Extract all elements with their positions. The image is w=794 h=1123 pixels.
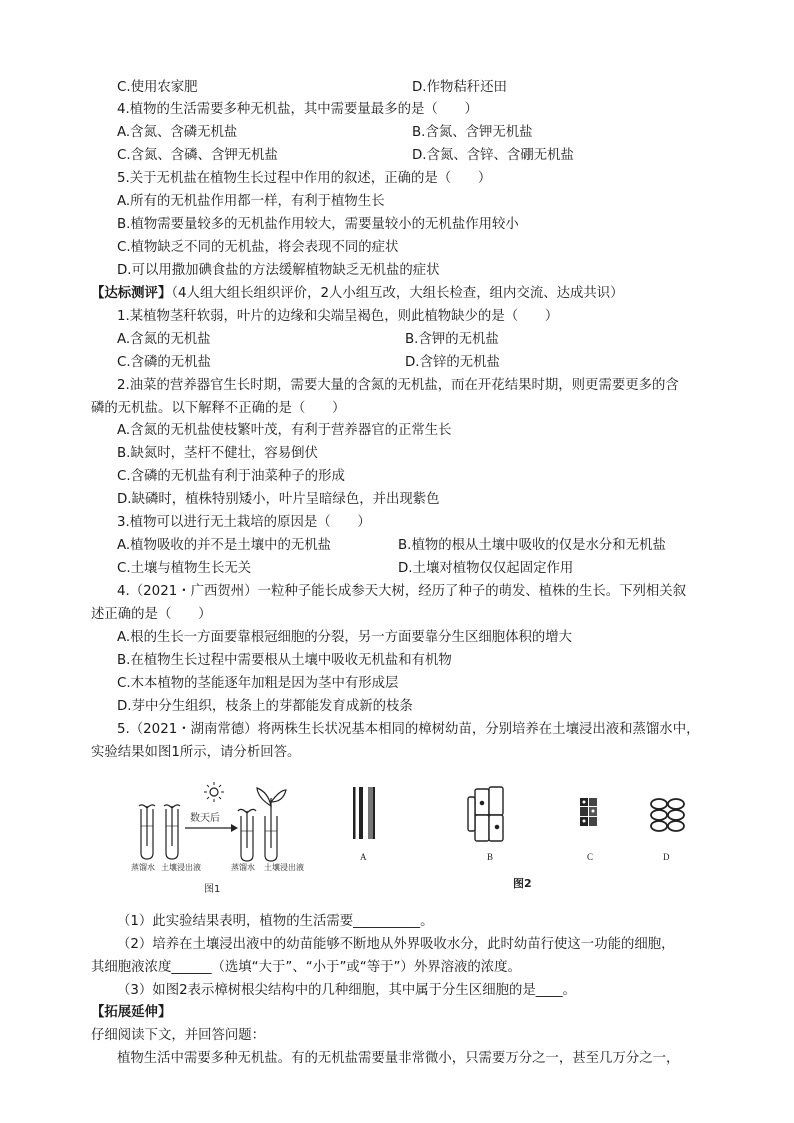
test-q3-option-c: C.土壤与植物生长无关 [117,561,252,576]
test-question-5-line1: 5.（2021・湖南常德）将两株生长状况基本相同的樟树幼苗，分别培养在土壤浸出液和蒸馏水中， [117,722,700,737]
figure1-label-soil-1: 土壤浸出液 [161,863,201,872]
arrow-label: 数天后 [190,813,220,824]
q4-option-d: D.含氮、含锌、含硼无机盐 [412,148,574,163]
test-question-4-line1: 4.（2021・广西贺州）一粒种子能长成参天大树，经历了种子的萌发、植株的生长。下列相关叙 [117,584,687,599]
figure2-label-a: A [360,852,367,862]
test-q1-option-b: B.含钾的无机盐 [405,332,499,347]
q5-option-c: C.植物缺乏不同的无机盐，将会表现不同的症状 [117,240,399,255]
extension-section-heading: 【拓展延伸】 [91,1005,172,1020]
figure1-caption: 图1 [204,884,221,895]
test-section-note: （4人组大组长组织评价，2人小组互改，大组长检查，组内交流、达成共识） [171,286,624,301]
q4-option-c: C.含氮、含磷、含钾无机盐 [117,148,278,163]
test-tube-distilled-after [238,809,256,861]
test-tube-soil-after [257,788,286,861]
cell-a [353,787,375,839]
arrow-icon [185,824,238,832]
test-q1-option-a: A.含氮的无机盐 [117,332,211,347]
figure2-label-b: B [487,852,494,862]
q4-option-b: B.含氮、含钾无机盐 [412,125,533,140]
answer-2-line2: 其细胞液浓度______（选填“大于”、“小于”或“等于”）外界溶液的浓度。 [91,960,521,975]
answer-2-line1: （2）培养在土壤浸出液中的幼苗能够不断地从外界吸收水分，此时幼苗行使这一功能的细胞， [117,937,675,952]
extension-intro: 仔细阅读下文，并回答问题： [91,1028,266,1043]
figure1-label-soil-2: 土壤浸出液 [264,863,304,872]
figure-1-experiment [128,776,328,900]
test-tube-distilled-before [139,805,155,859]
cell-c [580,798,597,826]
test-q3-option-b: B.植物的根从土壤中吸收的仅是水分和无机盐 [398,538,666,553]
q3-option-d: D.作物秸秆还田 [412,80,507,95]
answer-3: （3）如图2表示樟树根尖结构中的几种细胞，其中属于分生区细胞的是____。 [117,983,576,998]
test-q4-option-b: B.在植物生长过程中需要根从土壤中吸收无机盐和有机物 [117,653,452,668]
question-4: 4.植物的生活需要多种无机盐，其中需要量最多的是（ ） [117,102,478,117]
test-q1-option-c: C.含磷的无机盐 [117,355,211,370]
test-question-2-line1: 2.油菜的营养器官生长时期，需要大量的含氮的无机盐，而在开花结果时期，则更需要更多的含 [117,378,679,393]
cell-d [651,799,684,831]
cell-b [468,787,503,841]
test-question-2-line2: 磷的无机盐。以下解释不正确的是（ ） [91,401,346,416]
test-q4-option-a: A.根的生长一方面要靠根冠细胞的分裂，另一方面要靠分生区细胞体积的增大 [117,630,573,645]
q4-option-a: A.含氮、含磷无机盐 [117,125,238,140]
test-q4-option-d: D.芽中分生组织，枝条上的芽都能发育成新的枝条 [117,699,413,714]
test-section-header [91,285,624,303]
test-q4-option-c: C.木本植物的茎能逐年加粗是因为茎中有形成层 [117,676,399,691]
q5-option-a: A.所有的无机盐作用都一样，有利于植物生长 [117,194,385,209]
q3-option-c: C.使用农家肥 [117,80,198,95]
figure1-label-distilled-2: 蒸馏水 [231,863,255,872]
test-q3-option-a: A.植物吸收的并不是土壤中的无机盐 [117,538,332,553]
figure2-label-c: C [587,852,594,862]
figure-2-root-cells [340,783,690,895]
question-5: 5.关于无机盐在植物生长过程中作用的叙述，正确的是（ ） [117,171,492,186]
test-question-5-line2: 实验结果如图1所示，请分析回答。 [91,745,301,760]
test-section-heading: 【达标测评】 [91,286,172,301]
test-q2-option-b: B.缺氮时，茎杆不健壮，容易倒伏 [117,446,318,461]
test-q3-option-d: D.土壤对植物仅仅起固定作用 [398,561,574,576]
figure1-label-distilled-1: 蒸馏水 [131,863,155,872]
test-q2-option-a: A.含氮的无机盐使枝繁叶茂，有利于营养器官的正常生长 [117,423,452,438]
q5-option-b: B.植物需要量较多的无机盐作用较大，需要量较小的无机盐作用较小 [117,217,519,232]
test-question-3: 3.植物可以进行无土栽培的原因是（ ） [117,515,371,530]
extension-paragraph: 植物生活中需要多种无机盐。有的无机盐需要量非常微小，只需要万分之一，甚至几万分之一， [117,1051,680,1066]
q5-option-d: D.可以用撒加碘食盐的方法缓解植物缺乏无机盐的症状 [117,263,440,278]
test-q2-option-d: D.缺磷时，植株特别矮小，叶片呈暗绿色，并出现紫色 [117,492,440,507]
answer-1: （1）此实验结果表明，植物的生活需要__________。 [117,914,434,929]
figure2-label-d: D [663,852,670,862]
sun-icon [204,782,224,802]
test-question-1: 1.某植物茎秆软弱，叶片的边缘和尖端呈褐色，则此植物缺少的是（ ） [117,309,559,324]
test-q2-option-c: C.含磷的无机盐有利于油菜种子的形成 [117,469,345,484]
test-q1-option-d: D.含锌的无机盐 [405,355,500,370]
figure2-caption: 图2 [513,877,532,890]
test-tube-soil-before [164,805,180,859]
test-question-4-line2: 述正确的是（ ） [91,607,212,622]
